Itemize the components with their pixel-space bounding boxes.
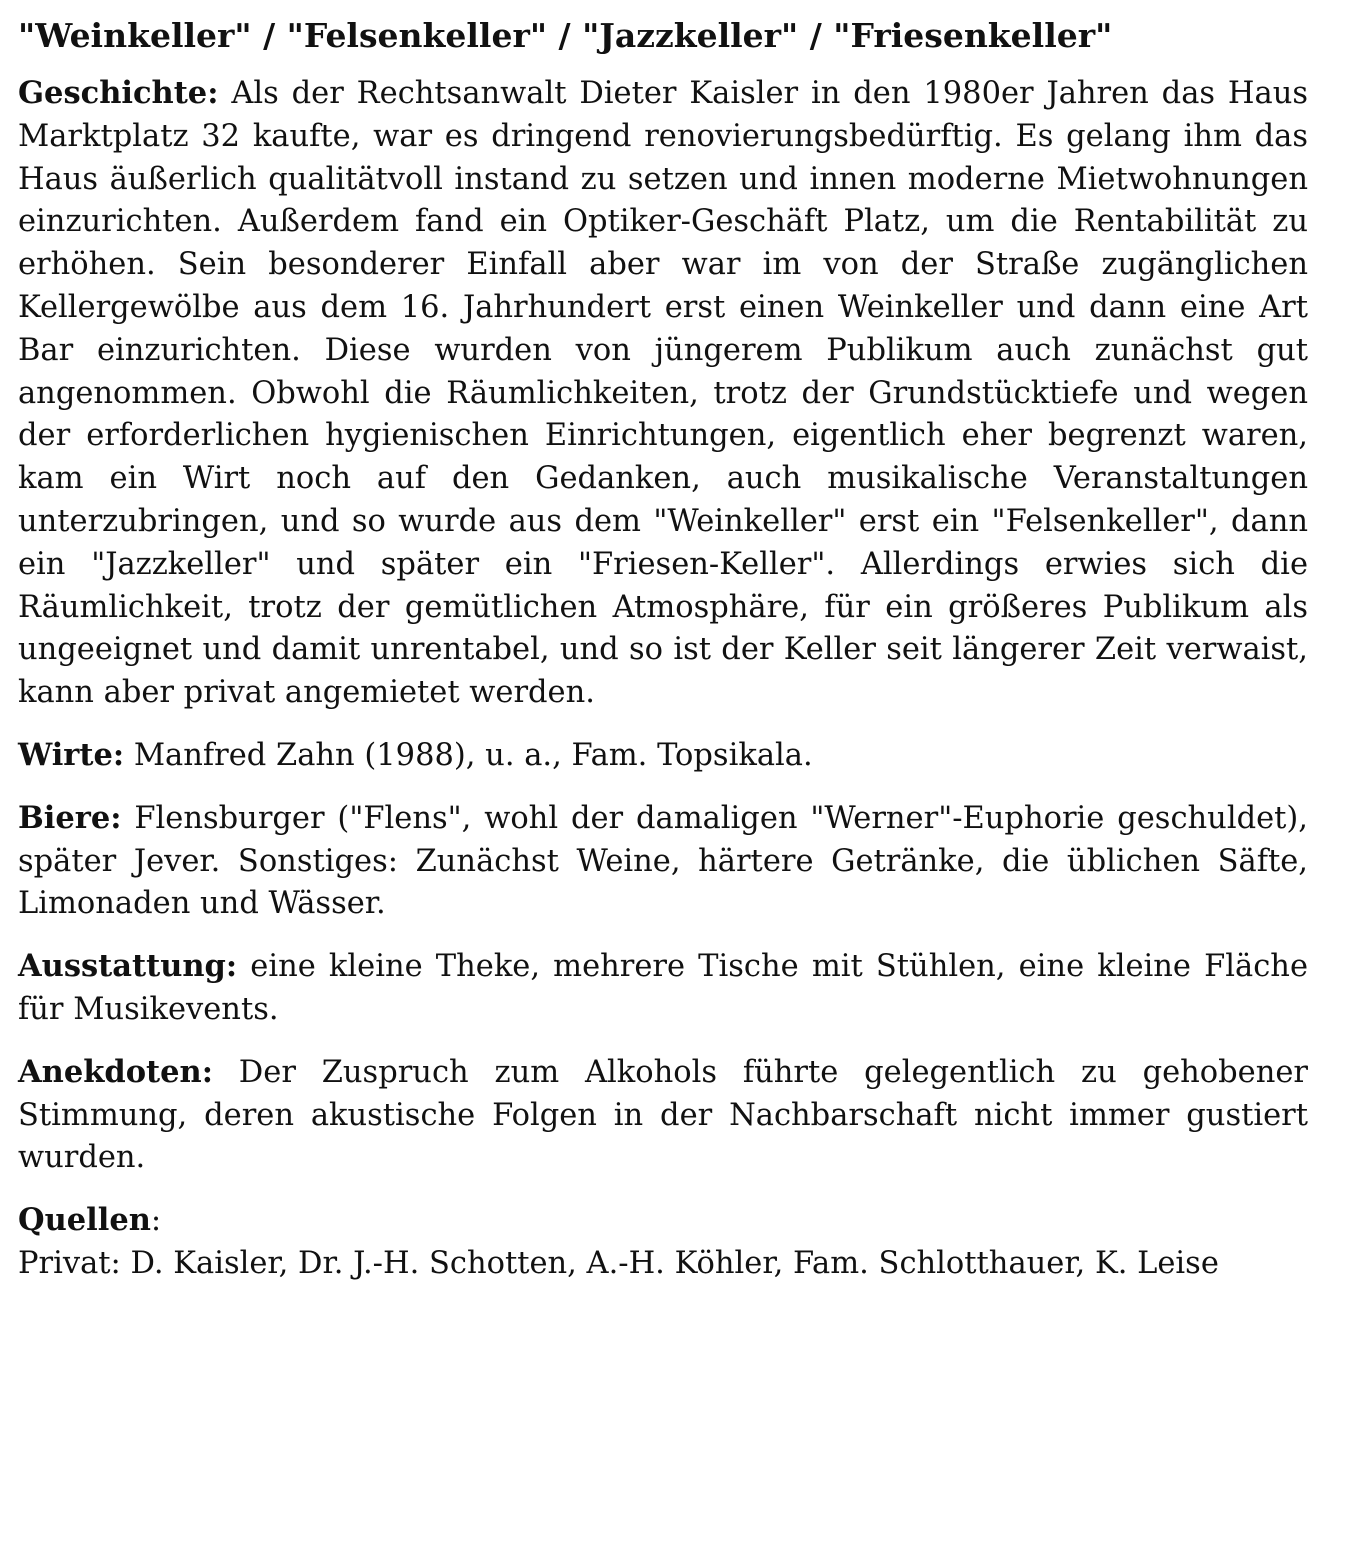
anecdotes-section: [18, 1051, 1308, 1180]
furnishing-section: [18, 945, 1308, 1032]
hosts-label: Wirte:: [18, 736, 125, 773]
hosts-section: [18, 734, 1308, 778]
beers-text: Flensburger ("Flens", wohl der damaligen "Werner"-Euphorie geschuldet), später Jever. Sonstiges: Zunächst Weine, härtere Getränke, die üblichen Säfte, Limonaden und Wässer.: [18, 800, 1308, 922]
sources-colon: :: [150, 1203, 162, 1239]
beers-section: [18, 797, 1308, 926]
document-page: [18, 14, 1308, 1305]
document-title: "Weinkeller" / "Felsenkeller" / "Jazzkeller" / "Friesenkeller": [18, 16, 1113, 55]
history-text: Als der Rechtsanwalt Dieter Kaisler in den 1980er Jahren das Haus Marktplatz 32 kaufte, war es dringend renovierungsbedürftig. Es gelang ihm das Haus äußerlich qualitätvoll instand zu setzen und innen moderne Mietwohnungen einzurichten. Außerdem fand ein Optiker-Geschäft Platz, um die Rentabilität zu erhöhen. Sein besonderer Einfall aber war im von der Straße zugänglichen Kellergewölbe aus dem 16. Jahrhundert erst einen Weinkeller und dann eine Art Bar einzurichten. Diese wurden von jüngerem Publikum auch zunächst gut angenommen. Obwohl die Räumlichkeiten, trotz der Grundstücktiefe und wegen der erforderlichen hygienischen Einrichtungen, eigentlich eher begrenzt waren, kam ein Wirt noch auf den Gedanken, auch musikalische Veranstaltungen unterzubringen, und so wurde aus dem "Weinkeller" erst ein "Felsenkeller", dann ein "Jazzkeller" und später ein "Friesen-Keller". Allerdings erwies sich die Räumlichkeit, trotz der gemütlichen Atmosphäre, für ein größeres Publikum als ungeeignet und damit unrentabel, und so ist der Keller seit längerer Zeit verwaist, kann aber privat angemietet werden.: [18, 76, 1308, 711]
history-section: [18, 72, 1308, 715]
furnishing-text: eine kleine Theke, mehrere Tische mit Stühlen, eine kleine Fläche für Musikevents.: [18, 949, 1308, 1027]
anecdotes-text: Der Zuspruch zum Alkohols führte gelegentlich zu gehobener Stimmung, deren akustische Folgen in der Nachbarschaft nicht immer gustiert wurden.: [18, 1054, 1308, 1176]
furnishing-label: Ausstattung:: [18, 948, 238, 985]
sources-label: Quellen: [18, 1202, 151, 1239]
sources-text: Privat: D. Kaisler, Dr. J.-H. Schotten, A.-H. Köhler, Fam. Schlotthauer, K. Leise: [18, 1245, 1219, 1281]
sources-section: [18, 1199, 1308, 1286]
beers-label: Biere:: [18, 799, 122, 836]
hosts-text: Manfred Zahn (1988), u. a., Fam. Topsikala.: [124, 737, 813, 773]
history-label: Geschichte:: [18, 75, 219, 111]
anecdotes-label: Anekdoten:: [18, 1053, 213, 1090]
